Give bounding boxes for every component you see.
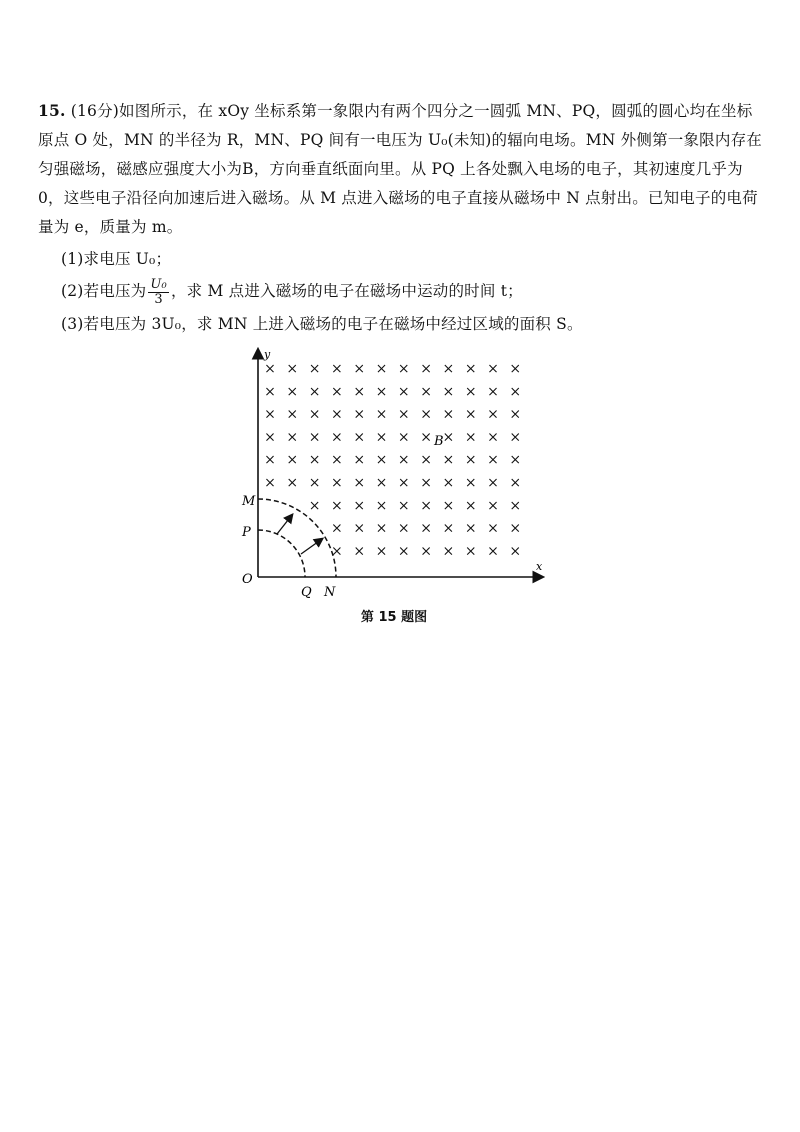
field-cross: × <box>442 497 455 514</box>
field-cross: × <box>375 383 388 400</box>
field-cross: × <box>420 361 432 377</box>
field-cross: × <box>442 543 455 560</box>
field-cross: × <box>442 406 455 423</box>
field-cross: × <box>264 475 276 491</box>
field-cross: × <box>286 429 299 446</box>
field-cross: × <box>442 520 455 537</box>
field-cross: × <box>308 406 321 423</box>
field-cross: × <box>420 406 432 423</box>
field-cross: × <box>286 361 299 377</box>
field-cross: × <box>331 475 343 491</box>
field-cross: × <box>308 429 321 446</box>
field-cross: × <box>308 475 321 491</box>
problem-text <box>38 96 766 339</box>
figure-15 <box>224 340 564 630</box>
field-cross: × <box>487 452 499 469</box>
field-cross: × <box>487 520 499 537</box>
field-cross: × <box>397 497 410 514</box>
point-Q-label: Q <box>301 585 312 600</box>
field-cross: × <box>487 361 499 377</box>
field-cross: × <box>442 429 455 446</box>
field-cross: × <box>308 497 321 514</box>
magnetic-field-crosses <box>264 361 521 559</box>
field-cross: × <box>397 543 410 560</box>
field-cross: × <box>464 475 477 491</box>
field-cross: × <box>442 452 455 469</box>
field-cross: × <box>397 406 410 423</box>
question-2-after: ，求 M 点进入磁场的电子在磁场中运动的时间 t； <box>170 282 523 300</box>
field-cross: × <box>464 429 477 446</box>
field-cross: × <box>487 475 499 491</box>
field-cross: × <box>375 543 388 560</box>
field-cross: × <box>331 429 343 446</box>
field-cross: × <box>420 383 432 400</box>
figure-caption: 第 15 题图 <box>360 610 428 625</box>
point-P-label: P <box>242 525 251 540</box>
field-cross: × <box>308 452 321 469</box>
field-cross: × <box>375 361 388 377</box>
field-cross: × <box>509 406 522 423</box>
arc-PQ <box>258 530 305 577</box>
field-cross: × <box>509 497 522 514</box>
field-cross: × <box>264 361 276 377</box>
field-cross: × <box>353 475 366 491</box>
field-cross: × <box>420 497 432 514</box>
question-1: (1)求电压 U₀； <box>61 250 172 268</box>
field-cross: × <box>464 361 477 377</box>
field-cross: × <box>397 452 410 469</box>
field-cross: × <box>420 475 432 491</box>
field-cross: × <box>464 497 477 514</box>
arc-MN <box>258 499 336 577</box>
field-cross: × <box>397 520 410 537</box>
field-cross: × <box>487 383 499 400</box>
problem-points: (16分) <box>70 102 120 120</box>
field-cross: × <box>331 383 343 400</box>
field-cross: × <box>286 475 299 491</box>
field-cross: × <box>509 361 522 377</box>
field-cross: × <box>509 429 522 446</box>
field-cross: × <box>353 543 366 560</box>
field-cross: × <box>464 383 477 400</box>
field-cross: × <box>375 497 388 514</box>
field-cross: × <box>464 406 477 423</box>
point-M-label: M <box>242 494 256 509</box>
fraction-numerator: U₀ <box>150 276 167 292</box>
field-cross: × <box>286 452 299 469</box>
field-cross: × <box>420 429 432 446</box>
field-cross: × <box>286 383 299 400</box>
field-cross: × <box>353 361 366 377</box>
field-cross: × <box>264 383 276 400</box>
field-cross: × <box>397 361 410 377</box>
field-cross: × <box>331 543 343 560</box>
problem-statement: 如图所示，在 xOy 坐标系第一象限内有两个四分之一圆弧 MN、PQ，圆弧的圆心均在坐标原点 O 处，MN 的半径为 R，MN、PQ 间有一电压为 U₀(未知)的辐向电场。MN 外侧第一象限内存在匀强磁场，磁感应强度大小为B，方向垂直纸面向里。从 PQ 上各处飘入电场的电子，其初速度几乎为0，这些电子沿径向加速后进入磁场。从 M 点进入磁场的电子直接从磁场中 N 点射出。已知电子的电荷量为 e，质量为 m。 <box>38 102 762 236</box>
field-cross: × <box>353 429 366 446</box>
field-cross: × <box>331 361 343 377</box>
field-cross: × <box>353 383 366 400</box>
field-cross: × <box>509 520 522 537</box>
field-cross: × <box>375 452 388 469</box>
field-cross: × <box>487 429 499 446</box>
field-cross: × <box>397 383 410 400</box>
field-cross: × <box>264 429 276 446</box>
field-cross: × <box>308 383 321 400</box>
field-cross: × <box>331 406 343 423</box>
question-2-before: (2)若电压为 <box>61 282 147 300</box>
field-cross: × <box>509 475 522 491</box>
field-cross: × <box>331 520 343 537</box>
field-cross: × <box>331 497 343 514</box>
field-cross: × <box>331 452 343 469</box>
field-cross: × <box>420 520 432 537</box>
field-cross: × <box>375 520 388 537</box>
y-axis-label: y <box>264 348 271 361</box>
field-cross: × <box>286 406 299 423</box>
field-cross: × <box>308 361 321 377</box>
field-cross: × <box>353 452 366 469</box>
field-cross: × <box>353 406 366 423</box>
field-B-label: B <box>434 434 444 449</box>
field-cross: × <box>464 520 477 537</box>
field-cross: × <box>464 452 477 469</box>
voltage-fraction <box>148 278 169 307</box>
field-diagram <box>224 340 564 602</box>
radial-field-arrow <box>277 515 292 534</box>
field-cross: × <box>353 497 366 514</box>
field-cross: × <box>420 543 432 560</box>
field-cross: × <box>264 406 276 423</box>
field-cross: × <box>442 361 455 377</box>
field-cross: × <box>509 383 522 400</box>
question-2 <box>61 277 766 307</box>
field-cross: × <box>375 429 388 446</box>
field-cross: × <box>442 383 455 400</box>
field-cross: × <box>487 406 499 423</box>
origin-label: O <box>242 572 253 587</box>
field-cross: × <box>420 452 432 469</box>
radial-field-arrow <box>301 539 322 554</box>
x-axis-label: x <box>536 560 543 573</box>
field-cross: × <box>487 497 499 514</box>
question-3: (3)若电压为 3U₀，求 MN 上进入磁场的电子在磁场中经过区域的面积 S。 <box>61 314 583 333</box>
field-cross: × <box>442 475 455 491</box>
problem-intro <box>38 96 766 242</box>
field-cross: × <box>264 452 276 469</box>
fraction-denominator: 3 <box>154 291 163 307</box>
field-cross: × <box>464 543 477 560</box>
field-cross: × <box>487 543 499 560</box>
point-N-label: N <box>324 585 336 600</box>
field-cross: × <box>397 429 410 446</box>
field-cross: × <box>397 475 410 491</box>
problem-number: 15. <box>38 101 66 120</box>
field-cross: × <box>375 475 388 491</box>
field-cross: × <box>353 520 366 537</box>
field-cross: × <box>509 543 522 560</box>
field-cross: × <box>509 452 522 469</box>
field-cross: × <box>375 406 388 423</box>
